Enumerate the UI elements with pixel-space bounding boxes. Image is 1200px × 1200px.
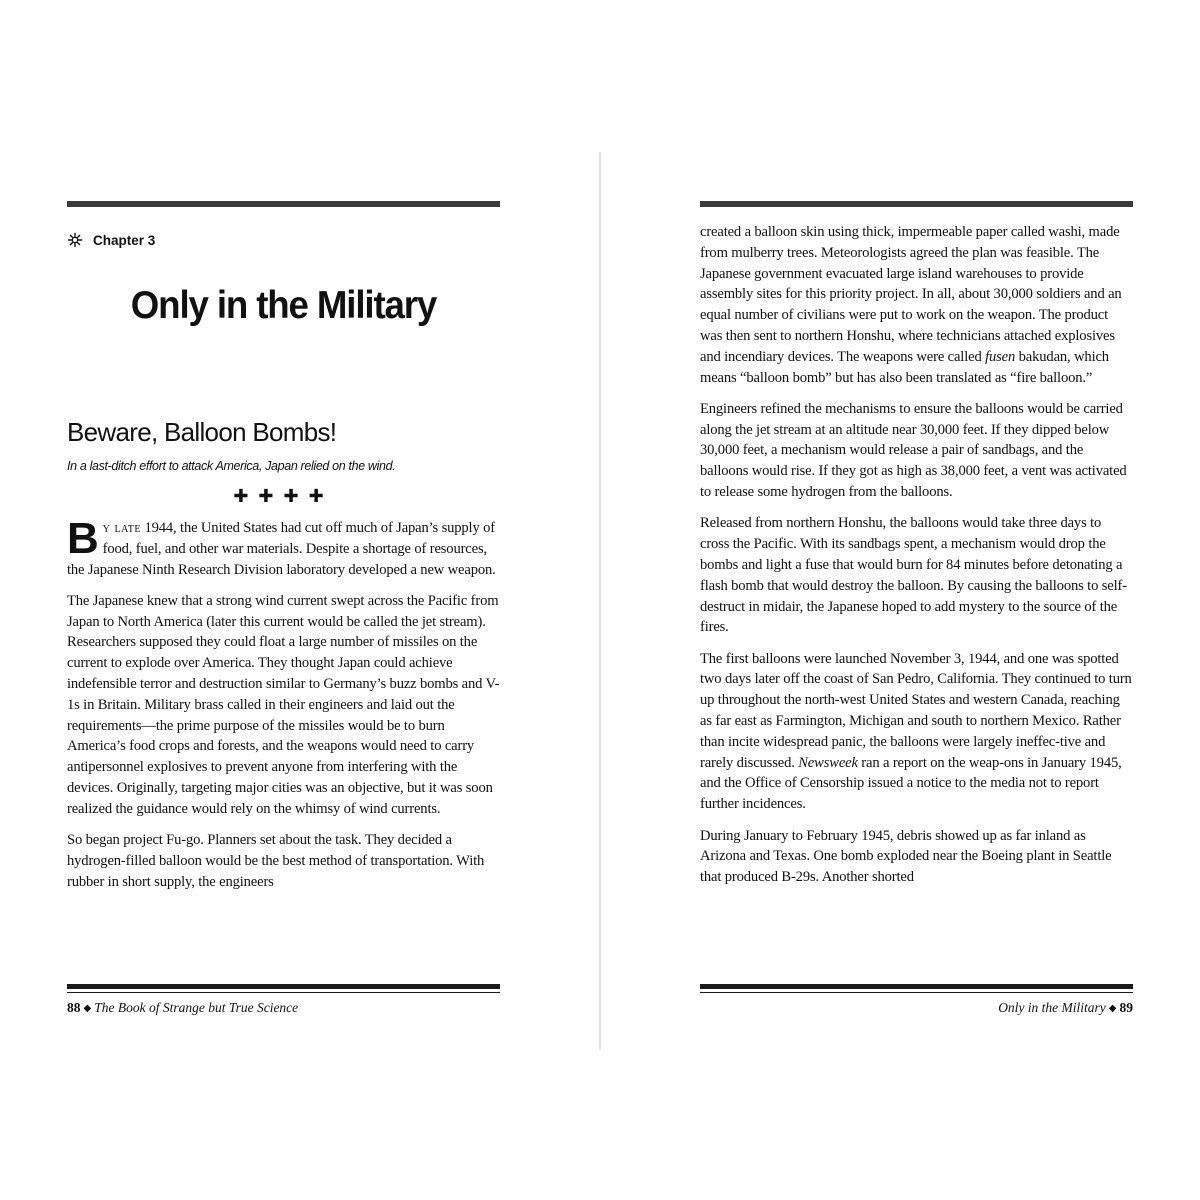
- section-title: Beware, Balloon Bombs!: [67, 417, 337, 447]
- left-body-text: [67, 514, 500, 903]
- body-paragraph: During January to February 1945, debris showed up as far inland as Arizona and Texas. One bomb exploded near the Boeing plant in Seattle that produced B-29s. Another shorted: [700, 827, 1112, 886]
- body-paragraph: Engineers refined the mechanisms to ensure the balloons would be carried along the jet stream at an altitude near 30,000 feet. If they dipped below 30,000 feet, a mechanism would release a pair of sandbags, and the balloons would rise. If they got as high as 38,000 feet, a vent was activated to release some hydrogen from the balloons.: [700, 400, 1127, 501]
- footer-rule: [700, 984, 1133, 993]
- paragraph-text: ran a report on the weap-ons in January 1945, and the Office of Censorship issued a notice to the media not to report further incidences.: [700, 754, 1122, 813]
- running-footer-right: [998, 998, 1133, 1019]
- drop-cap: B: [67, 514, 99, 563]
- asterisk-ornament-icon: [67, 232, 83, 248]
- diamond-separator-icon: ◆: [83, 1003, 92, 1014]
- header-rule: [67, 201, 500, 207]
- page-number: 89: [1119, 1000, 1133, 1015]
- cross-ornament-divider: ✚✚✚✚: [233, 486, 334, 507]
- page-number: 88: [67, 1000, 81, 1015]
- footer-rule: [67, 984, 500, 993]
- body-paragraph: So began project Fu-go. Planners set about the task. They decided a hydrogen-filled balloon would be the best method of transportation. With rubber in short supply, the engineers: [67, 832, 485, 890]
- paragraph-text: bakudan, which means “balloon bomb” but has also been translated as “fire balloon.”: [700, 348, 1109, 386]
- body-paragraph: Released from northern Honshu, the balloons would take three days to cross the Pacific. With its sandbags spent, a mechanism would drop the bombs and light a fuse that would burn for 84 minutes before detonating a flash bomb that would destroy the balloon. By causing the balloons to self-destruct in midair, the Japanese hoped to add mystery to the source of the fires.: [700, 515, 1127, 636]
- chapter-title: Only in the Military: [130, 284, 437, 327]
- running-footer-left: [67, 998, 298, 1019]
- body-paragraph: [67, 514, 500, 580]
- italic-term: fusen: [985, 348, 1016, 365]
- paragraph-text: created a balloon skin using thick, impermeable paper called washi, made from mulberry trees. Meteorologists agreed the plan was feasible. The Japanese government evacuated large island warehouses to provide assembly sites for this priority project. In all, about 30,000 soldiers and an equal number of civilians were put to work on the weapon. The product was then sent to northern Honshu, where technicians attached explosives and incendiary devices. The weapons were called: [700, 224, 1122, 365]
- chapter-label: [67, 230, 155, 250]
- body-paragraph: [700, 649, 1133, 815]
- paragraph-text: 1944, the United States had cut off much of Japan’s supply of food, fuel, and other war materials. Despite a shortage of resources, the Japanese Ninth Research Division laboratory developed a new weapon.: [67, 520, 496, 578]
- chapter-running-title: Only in the Military: [998, 1000, 1106, 1015]
- chapter-label-text: Chapter 3: [93, 232, 156, 248]
- gutter-line: [599, 152, 601, 1050]
- right-page: [700, 0, 1133, 1200]
- left-page: [67, 0, 500, 1200]
- header-rule: [700, 201, 1133, 207]
- paragraph-text: The first balloons were launched November 3, 1944, and one was spotted two days later off the coast of San Pedro, California. They continued to turn up throughout the north-west United States and western Canada, reaching as far east as Farmington, Michigan and south to northern Mexico. Rather than incite widespread panic, the balloons were largely ineffec-tive and rarely discussed.: [700, 650, 1132, 771]
- section-subtitle: In a last-ditch effort to attack America, Japan relied on the wind.: [67, 459, 396, 473]
- body-paragraph: [700, 222, 1133, 388]
- small-caps-lead: y late: [102, 520, 141, 536]
- diamond-separator-icon: ◆: [1108, 1003, 1117, 1014]
- body-paragraph: The Japanese knew that a strong wind current swept across the Pacific from Japan to North America (later this current would be called the jet stream). Researchers supposed they could float a large number of missiles on the current to explode over America. They thought Japan could achieve indefensible terror and destruction similar to Germany’s buzz bombs and V-1s in Britain. Military brass called in their engineers and laid out the requirements—the prime purpose of the missiles would be to burn America’s food crops and forests, and the weapons would need to carry antipersonnel explosives to prevent anyone from interfering with the devices. Originally, targeting major cities was an objective, but it was soon realized the guidance would rely on the whimsy of wind currents.: [67, 592, 500, 817]
- book-title: The Book of Strange but True Science: [94, 1000, 299, 1015]
- right-body-text: [700, 222, 1133, 898]
- italic-term: Newsweek: [798, 754, 858, 771]
